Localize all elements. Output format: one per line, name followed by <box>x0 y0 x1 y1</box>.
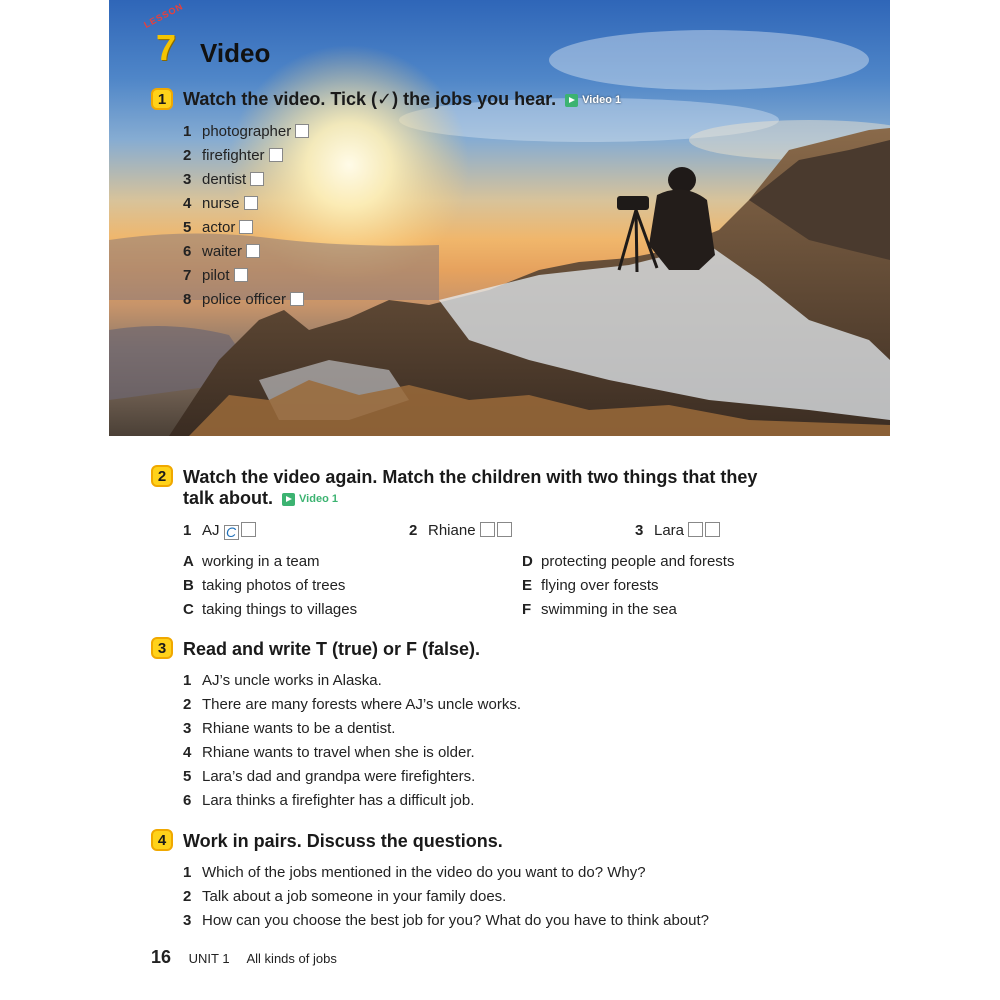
exercise-3-badge: 3 <box>151 637 173 659</box>
unit-label: UNIT 1 <box>188 951 230 966</box>
list-item <box>183 768 475 785</box>
option-letter: B <box>183 577 194 594</box>
list-item <box>183 864 646 881</box>
list-item <box>183 792 474 809</box>
statement-text: Lara’s dad and grandpa were firefighters. <box>202 768 476 785</box>
exercise-3-instruction: Read and write T (true) or F (false). <box>183 639 481 659</box>
job-label: firefighter <box>202 147 265 164</box>
item-number: 2 <box>183 696 192 713</box>
job-label: dentist <box>202 171 247 188</box>
tick-box[interactable] <box>239 220 253 234</box>
exercise-1-instruction <box>183 89 621 110</box>
lesson-label: LESSON <box>142 0 185 30</box>
exercise-2-badge: 2 <box>151 465 173 487</box>
item-number: 1 <box>183 123 192 140</box>
child-item <box>635 522 720 539</box>
item-number: 1 <box>183 864 192 881</box>
tick-box[interactable] <box>295 124 309 138</box>
item-number: 7 <box>183 267 192 284</box>
list-item <box>183 720 395 737</box>
job-label: actor <box>202 219 236 236</box>
option-text: flying over forests <box>541 577 659 594</box>
answer-box[interactable] <box>241 522 256 537</box>
list-item <box>183 171 264 188</box>
job-label: waiter <box>202 243 243 260</box>
list-item <box>183 123 309 140</box>
item-number: 6 <box>183 792 192 809</box>
child-item <box>183 522 256 540</box>
item-number: 8 <box>183 291 192 308</box>
option-item <box>522 553 734 570</box>
exercise-2-instruction-line2 <box>183 488 338 509</box>
job-label: police officer <box>202 291 286 308</box>
question-text: Talk about a job someone in your family does. <box>202 888 507 905</box>
job-label: nurse <box>202 195 240 212</box>
exercise-2-instruction-text: talk about. <box>183 488 274 508</box>
list-item <box>183 912 709 929</box>
tick-box[interactable] <box>234 268 248 282</box>
child-item <box>409 522 512 539</box>
item-number: 5 <box>183 768 192 785</box>
answer-box[interactable] <box>480 522 495 537</box>
play-icon <box>565 94 578 107</box>
item-number: 3 <box>183 720 192 737</box>
item-number: 5 <box>183 219 192 236</box>
item-number: 2 <box>183 888 192 905</box>
list-item <box>183 243 260 260</box>
list-item <box>183 195 258 212</box>
option-letter: F <box>522 601 532 618</box>
item-number: 3 <box>635 522 644 539</box>
option-item <box>183 553 320 570</box>
answer-box[interactable] <box>497 522 512 537</box>
video-link[interactable] <box>565 94 621 107</box>
list-item <box>183 147 283 164</box>
exercise-4-badge: 4 <box>151 829 173 851</box>
option-text: taking things to villages <box>202 601 358 618</box>
list-item <box>183 672 382 689</box>
item-number: 3 <box>183 171 192 188</box>
lesson-number: 7 <box>156 27 177 68</box>
answer-box[interactable] <box>705 522 720 537</box>
option-letter: A <box>183 553 194 570</box>
tick-box[interactable] <box>246 244 260 258</box>
child-name: AJ <box>202 522 220 539</box>
job-label: pilot <box>202 267 230 284</box>
option-text: swimming in the sea <box>541 601 677 618</box>
tick-box[interactable] <box>250 172 264 186</box>
question-text: Which of the jobs mentioned in the video do you want to do? Why? <box>202 864 646 881</box>
job-label: photographer <box>202 123 292 140</box>
child-name: Lara <box>654 522 685 539</box>
list-item <box>183 219 253 236</box>
option-letter: E <box>522 577 533 594</box>
item-number: 3 <box>183 912 192 929</box>
option-letter: D <box>522 553 533 570</box>
option-letter: C <box>183 601 194 618</box>
list-item <box>183 267 248 284</box>
item-number: 1 <box>183 522 192 539</box>
page-footer <box>151 947 337 968</box>
question-text: How can you choose the best job for you? What do you have to think about? <box>202 912 709 929</box>
video-label: Video 1 <box>582 94 622 107</box>
list-item <box>183 291 304 308</box>
exercise-1-badge: 1 <box>151 88 173 110</box>
option-item <box>183 577 345 594</box>
statement-text: Rhiane wants to travel when she is older. <box>202 744 475 761</box>
list-item <box>183 696 521 713</box>
statement-text: Rhiane wants to be a dentist. <box>202 720 396 737</box>
item-number: 2 <box>183 147 192 164</box>
item-number: 6 <box>183 243 192 260</box>
tick-box[interactable] <box>290 292 304 306</box>
item-number: 4 <box>183 195 192 212</box>
item-number: 2 <box>409 522 418 539</box>
list-item <box>183 744 475 761</box>
answer-box[interactable]: C <box>224 525 239 540</box>
page-number: 16 <box>151 947 172 967</box>
option-item <box>522 577 659 594</box>
item-number: 4 <box>183 744 192 761</box>
exercise-4-instruction: Work in pairs. Discuss the questions. <box>183 831 503 851</box>
option-text: taking photos of trees <box>202 577 346 594</box>
statement-text: There are many forests where AJ’s uncle works. <box>202 696 522 713</box>
video-label: Video 1 <box>299 493 338 506</box>
statement-text: AJ’s uncle works in Alaska. <box>202 672 382 689</box>
item-number: 1 <box>183 672 192 689</box>
play-icon <box>282 493 295 506</box>
child-name: Rhiane <box>428 522 476 539</box>
video-link[interactable] <box>282 493 338 506</box>
exercise-2-instruction-line1: Watch the video again. Match the children with two things that they <box>183 467 758 487</box>
exercise-1-instruction-text: Watch the video. Tick (✓) the jobs you hear. <box>183 89 557 109</box>
statement-text: Lara thinks a firefighter has a difficult job. <box>202 792 475 809</box>
option-text: protecting people and forests <box>541 553 735 570</box>
list-item <box>183 888 506 905</box>
option-item <box>183 601 357 618</box>
option-item <box>522 601 677 618</box>
unit-title: All kinds of jobs <box>246 951 337 966</box>
option-text: working in a team <box>202 553 320 570</box>
answer-box[interactable] <box>688 522 703 537</box>
tick-box[interactable] <box>244 196 258 210</box>
lesson-title: Video <box>200 38 271 68</box>
tick-box[interactable] <box>269 148 283 162</box>
